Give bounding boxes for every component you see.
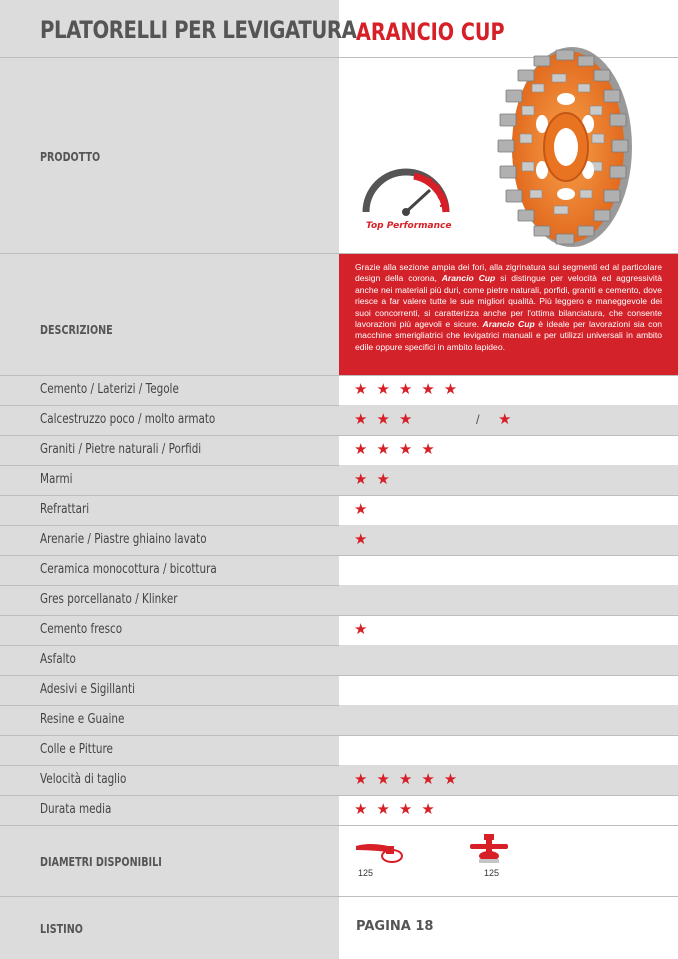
rating-separator: / [476, 412, 480, 427]
product-name: ARANCIO CUP [356, 18, 505, 46]
rating-label: Durata media [40, 802, 112, 817]
row-shade [339, 645, 678, 675]
polisher-icon [466, 832, 512, 868]
divider [0, 555, 678, 556]
rating-label: Marmi [40, 472, 73, 487]
divider [0, 896, 678, 897]
rating-label: Calcestruzzo poco / molto armato [40, 412, 216, 427]
rating-label: Graniti / Pietre naturali / Porfidi [40, 442, 202, 457]
divider [0, 375, 678, 376]
rating-stars: ★★★★★ [354, 381, 467, 398]
rating-stars: ★ [354, 501, 377, 518]
rating-stars: ★ [354, 531, 377, 548]
description-box [339, 254, 678, 375]
rating-label: Cemento fresco [40, 622, 123, 637]
badge-text: Top Performance [366, 221, 452, 231]
row-shade [339, 705, 678, 735]
rating-stars: ★ [354, 621, 377, 638]
section-label-prodotto: PRODOTTO [40, 150, 101, 164]
gauge-icon [358, 166, 454, 222]
product-image [494, 44, 634, 250]
divider [0, 495, 678, 496]
rating-label: Adesivi e Sigillanti [40, 682, 135, 697]
divider [0, 825, 678, 826]
section-label-listino: LISTINO [40, 922, 83, 936]
rating-label: Arenarie / Piastre ghiaino lavato [40, 532, 207, 547]
rating-stars: ★★★★ [354, 801, 444, 818]
rating-label: Colle e Pitture [40, 742, 113, 757]
rating-label: Refrattari [40, 502, 90, 517]
description-text: Grazie alla sezione ampia dei fori, alla zigrinatura sui segmenti ed al particolare design della corona, Arancio Cup si distingue per velocità ed aggressività anche nei materiali più duri, come pietre naturali, porfidi, graniti e cemento, dove riesce a far valere tutte le sue migliori qualità. Più leggero e maneggevole dei suoi concorrenti, si caratterizza anche per l'ottima bilanciatura, che consente lavorazioni più agevoli e sicure. Arancio Cup è ideale per lavorazioni sia con macchine smerigliatrici che levigatrici manuali e per utilizzi universali in ambito edile oppure specifici in ambito lapideo. [355, 262, 663, 352]
section-label-diametri: DIAMETRI DISPONIBILI [40, 855, 162, 869]
rating-label: Gres porcellanato / Klinker [40, 592, 178, 607]
rating-label: Asfalto [40, 652, 76, 667]
rating-label: Cemento / Laterizi / Tegole [40, 382, 179, 397]
diameter-value: 125 [358, 868, 374, 878]
rating-label: Ceramica monocottura / bicottura [40, 562, 217, 577]
row-shade [339, 585, 678, 615]
divider [0, 735, 678, 736]
divider [0, 615, 678, 616]
angle-grinder-icon [354, 838, 404, 868]
row-shade [339, 525, 678, 555]
rating-stars: ★★★ [354, 411, 422, 428]
divider [0, 795, 678, 796]
divider [0, 435, 678, 436]
rating-label: Velocità di taglio [40, 772, 127, 787]
divider [0, 675, 678, 676]
listino-value: PAGINA 18 [356, 919, 434, 934]
rating-stars: ★★★★★ [354, 771, 467, 788]
rating-label: Resine e Guaine [40, 712, 125, 727]
section-label-descrizione: DESCRIZIONE [40, 323, 113, 337]
page-title: PLATORELLI PER LEVIGATURA [40, 16, 357, 44]
diameter-value: 125 [484, 868, 500, 878]
rating-stars-secondary: ★ [498, 411, 512, 428]
rating-stars: ★★★★ [354, 441, 444, 458]
rating-stars: ★★ [354, 471, 399, 488]
